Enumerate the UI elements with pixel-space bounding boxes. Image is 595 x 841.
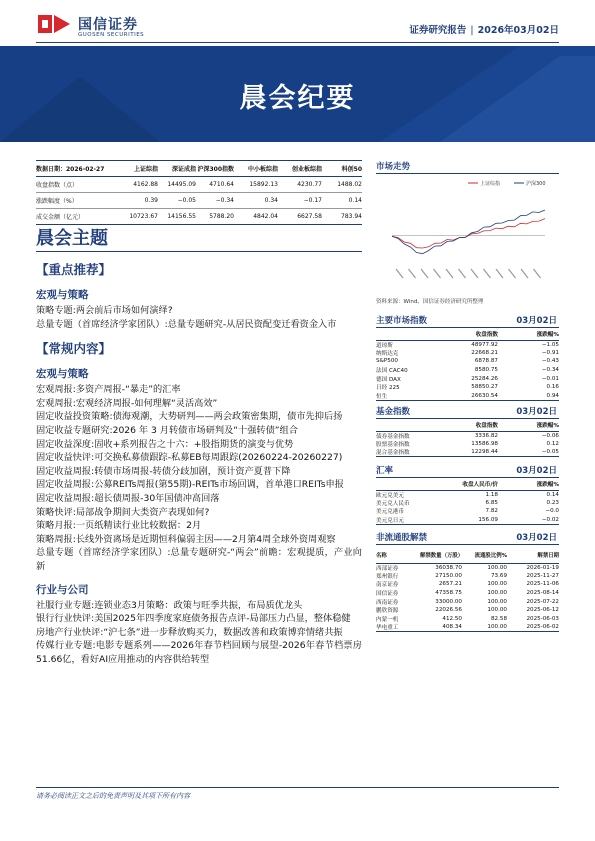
fund-indices-date: 03月02日 [516,407,557,417]
table-cell: 100.00 [487,564,507,571]
table-header-cell: 上证综指 [133,166,158,173]
list-item: 宏观周报:多资产周报-“暴走”的汇率 [36,384,181,396]
table-header-cell: 收盘指数 [436,329,498,340]
table-cell: 412.50 [442,615,462,622]
table-row [376,374,559,383]
table-row [376,615,559,624]
table-cell: 8580.75 [474,367,498,374]
table-row [36,193,362,209]
key-list [36,304,362,331]
table-row [376,431,559,440]
table-row [376,357,559,366]
table-cell: 5788.20 [209,213,234,220]
list-item: 固定收益深度:固收+系列报告之十六：+股指期货的演变与优势 [36,438,294,450]
list-item: 房地产行业快评:“沪七条”进一步释放购买力，数据改善和政策博弈情绪共振 [36,626,343,638]
table-cell: 36038.70 [435,564,462,571]
chart-source: 资料来源：Wind、国信证券经济研究所整理 [376,299,484,305]
table-cell: 47358.75 [435,590,462,597]
table-cell: 33000.00 [435,598,462,605]
list-item: 固定收益专题研究:2026 年 3 月转债市场研判及“十强转债”组合 [36,424,298,436]
table-cell: 道琼斯 [376,342,393,349]
chart-legend-label: 上证综指 [480,181,501,187]
list-item: 总量专题（首席经济学家团队）:总量专题研究-从居民资配变迁看资金入市 [36,318,337,330]
table-row [376,589,559,598]
table-row [376,597,559,606]
table-header-cell [376,479,436,490]
table-cell: 纳斯达克 [376,350,399,357]
list-item: 社服行业专题:连锁业态3月策略：政策与旺季共振，布局质优龙头 [36,599,303,611]
list-item: 策略专题:两会前后市场如何演绎? [36,305,173,316]
table-cell: 3336.82 [474,432,498,439]
table-header-cell: 数据日期：2026-02-27 [36,166,105,173]
table-cell: −0.05 [177,197,196,204]
table-cell: 58850.27 [471,384,498,391]
table-cell: 南京证券 [376,582,399,589]
table-row [376,623,559,632]
report-date: 2026年03月02日 [477,25,559,36]
page-title: 晨会纪要 [239,83,356,114]
main-indices-date: 03月02日 [516,316,557,326]
table-cell: 15892.13 [249,181,278,188]
fund-indices-label: 基金指数 [376,407,411,417]
footer-disclaimer: 请务必阅读正文之后的免责声明及其项下所有内容 [36,792,190,800]
table-cell: 西部证券 [376,565,399,572]
table-cell: 2657.21 [438,581,462,588]
subsection-title-macro-key: 宏观与策略 [36,289,89,301]
table-header-cell: 收盘指数 [436,420,498,431]
unlock-date: 03月02日 [516,533,557,543]
subsection-title-macro: 宏观与策略 [36,368,89,381]
table-row [36,209,362,225]
table-cell: −0.02 [498,516,559,525]
table-header-cell: 中小板综指 [247,166,278,173]
market-trend-chart [376,178,559,294]
footer-divider [36,787,559,788]
report-type: 证券研究报告 [409,25,467,36]
table-row [376,563,559,572]
table-row [376,606,559,615]
table-row [376,349,559,358]
table-cell: −0.01 [541,375,559,382]
table-cell: 22026.56 [435,607,462,614]
table-cell: −0.05 [498,448,559,457]
industry-list [36,599,362,667]
section-title-main: 晨会主题 [36,226,362,252]
table-header-cell: 解禁日期 [507,547,559,563]
table-row [376,440,559,449]
table-cell: −0.0 [545,508,559,515]
list-item: 策略周报:长线外资离场是近期恒科偏弱主因——2月第4周全球外资周观察 [36,533,336,545]
table-row [376,499,559,508]
table-cell: 14495.09 [167,181,196,188]
table-cell: 12298.44 [436,448,498,457]
table-cell: 混合基金指数 [376,448,436,457]
table-row [376,448,559,457]
list-item: 银行行业快评:美国2025年四季度家庭债务报告点评-局部压力凸显，整体稳健 [36,613,351,625]
table-cell: 25284.26 [471,375,498,382]
list-item: 传媒行业专题:电影专题系列——2026年春节档回顾与展望-2026年春节档票房51.66亿，看好AI应用推动的内容供给转型 [36,640,362,665]
table-cell: 股票基金指数 [376,441,410,448]
main-indices-table [376,329,559,401]
chart-x-tick [434,269,441,278]
table-header-cell: 解禁数量（万股） [420,547,462,563]
table-cell: 华电重工 [376,623,420,632]
list-item: 固定收益快评:可交换私募债跟踪-私募EB每周跟踪(20260224-20260227) [36,452,343,464]
list-item: 策略快评:局部战争期间大类资产表现如何? [36,506,210,518]
table-cell: 48977.92 [471,341,498,348]
table-row [376,507,559,516]
table-cell: 2025-06-03 [526,615,559,622]
table-cell: 法国 CAC40 [376,368,408,375]
table-cell: 收盘指数（点） [36,182,79,189]
table-cell: 0.12 [546,440,559,447]
table-row [376,340,559,349]
table-row [376,572,559,581]
table-cell: 2025-08-14 [526,590,559,597]
table-row [36,177,362,193]
table-header-cell: 涨跌幅% [498,420,559,431]
table-header-row [36,161,362,177]
table-cell: 27150.00 [435,572,462,579]
table-cell: 国信证券 [376,591,399,598]
table-cell: 408.34 [420,623,462,632]
header-separator: | [470,25,474,36]
fund-indices-title [376,405,559,419]
list-item: 固定收益周报:公募REITs周报(第55期)-REITs市场回调，首单港口REITs申报 [36,479,344,491]
table-cell: 日经 225 [376,385,400,392]
table-header-cell: 涨跌幅% [498,329,559,340]
table-cell: 恒生 [376,392,436,401]
table-cell: 0.94 [498,392,559,401]
table-cell: 100.00 [487,590,507,597]
list-item: 固定收益周报:超长债周报-30年国债冲高回落 [36,492,220,504]
table-cell: 0.14 [348,197,362,204]
table-row [376,580,559,589]
fx-table [376,479,559,525]
table-header-row [376,479,559,490]
unlock-table [376,547,559,632]
table-cell: −0.17 [303,197,322,204]
table-cell: 1488.02 [337,181,362,188]
table-cell: 156.09 [436,516,498,525]
market-trend-label: 市场走势 [376,162,411,172]
page-header [0,0,595,48]
table-cell: 100.00 [462,623,507,632]
table-header-cell [376,329,436,340]
table-row [376,383,559,392]
table-cell: 1.18 [485,491,498,498]
chart-series-line [392,210,545,254]
header-report-info [409,22,559,36]
section-title-regular: 【常规内容】 [36,341,112,357]
table-cell: 债券基金指数 [376,433,410,440]
market-data-table [36,160,362,225]
chart-x-tick [496,269,503,278]
table-header-cell: 科创50 [341,166,362,173]
table-cell: 0.34 [264,197,278,204]
chart-x-tick [421,269,428,278]
table-cell: 涨跌幅度（%） [36,198,78,205]
table-cell: −0.34 [541,367,559,374]
table-header-cell: 名称 [376,547,420,563]
guosen-logo-icon [36,11,72,37]
table-cell: −0.43 [541,358,559,365]
table-cell: 73.69 [490,572,507,579]
table-row [376,490,559,499]
table-cell: 0.16 [546,384,559,391]
table-header-cell: 创业板综指 [291,166,322,173]
table-cell: 7.82 [485,508,498,515]
table-cell: 4842.04 [253,213,278,220]
title-banner [0,46,595,142]
unlock-title [376,531,559,545]
list-item: 总量专题（首席经济学家团队）:总量专题研究-“两会”前瞻：宏观提质，产业向新 [36,547,362,572]
table-cell: 美元兑人民币 [376,500,410,507]
table-cell: −0.91 [541,349,559,356]
table-cell: 成交金额（亿元） [36,214,85,221]
table-cell: 2025-06-02 [507,623,559,632]
table-cell: 0.23 [546,499,559,506]
list-item: 宏观周报:宏观经济周报-如何理解“灵活高效” [36,397,218,409]
table-row [376,516,559,525]
section-title-key: 【重点推荐】 [36,262,112,277]
table-cell: 4162.88 [133,181,158,188]
chart-x-tick [396,269,403,278]
chart-x-tick [409,269,416,278]
table-cell: 14156.55 [167,213,196,220]
chart-x-tick [521,269,528,278]
main-indices-title [376,314,559,328]
table-cell: 2025-06-12 [526,607,559,614]
table-cell: 6878.87 [474,358,498,365]
table-cell: 4710.64 [209,181,234,188]
unlock-label: 非流通股解禁 [376,533,428,543]
table-cell: 0.39 [144,197,158,204]
table-cell: 2025-11-06 [526,581,559,588]
table-cell: 10723.67 [129,213,158,220]
logo-text-cn: 国信证券 [78,17,138,33]
table-cell: 欧元兑美元 [376,492,404,499]
table-cell: 内蒙一机 [376,616,399,623]
fx-label: 汇率 [376,466,394,476]
table-cell: 2025-07-22 [526,598,559,605]
main-indices-label: 主要市场指数 [376,316,428,326]
list-item: 策略月报:一页纸精读行业比较数据：2月 [36,520,202,532]
table-cell: 0.14 [546,491,559,498]
fx-date: 03月02日 [516,466,557,476]
table-row [376,366,559,375]
fund-indices-table [376,420,559,457]
table-cell: 13586.98 [471,440,498,447]
table-cell: 6.85 [485,499,498,506]
table-cell: −1.05 [541,341,559,348]
table-header-cell: 流通股比例% [462,547,507,563]
table-cell: 西南证券 [376,599,399,606]
table-cell: 2025-11-27 [526,572,559,579]
chart-x-tick [459,269,466,278]
table-cell: 22668.21 [471,349,498,356]
table-cell: −0.06 [541,432,559,439]
list-item: 固定收益周报:转债市场周报-转债分歧加剧，预计资产夏普下降 [36,465,291,477]
chart-x-tick [484,269,491,278]
table-cell: −0.34 [215,197,234,204]
table-cell: 美元兑港币 [376,509,404,516]
table-header-row [376,329,559,340]
logo-text-en: GUOSEN SECURITIES [78,32,145,38]
chart-x-tick [471,269,478,278]
table-cell: 4230.77 [297,181,322,188]
table-cell: 100.00 [487,581,507,588]
subsection-title-industry: 行业与公司 [36,583,89,596]
table-header-cell: 涨跌幅% [498,479,559,490]
table-row [376,392,559,401]
table-cell: 6627.58 [297,213,322,220]
table-cell: 100.00 [487,607,507,614]
chart-series-line [392,219,545,248]
list-item: 固定收益投资策略:债海观潮，大势研判——两会政策密集期，债市先抑后扬 [36,411,343,423]
table-cell: 26630.54 [436,392,498,401]
market-trend-title [376,160,559,174]
table-cell: 2026-01-19 [526,564,559,571]
table-cell: 鹏欣资源 [376,608,399,615]
table-cell: 100.00 [487,598,507,605]
header-divider [36,42,559,43]
table-header-cell: 沪深300指数 [197,166,234,173]
table-cell: 82.58 [490,615,507,622]
main-content [36,226,362,666]
fx-title [376,464,559,478]
table-header-row [376,547,559,563]
table-header-row [376,420,559,431]
table-cell: 783.94 [341,213,362,220]
chart-x-tick [509,269,516,278]
macro-list [36,383,362,573]
table-cell: 郑州银行 [376,573,399,580]
table-header-cell [376,420,436,431]
table-cell: 德国 DAX [376,376,401,383]
chart-legend-label: 沪深300 [526,181,546,187]
chart-x-tick [534,269,541,278]
table-header-cell: 收盘人民币/价 [436,479,498,490]
table-cell: 美元兑日元 [376,516,436,525]
chart-x-tick [446,269,453,278]
table-cell: S&P500 [376,358,398,365]
table-header-cell: 深证成指 [171,166,196,173]
